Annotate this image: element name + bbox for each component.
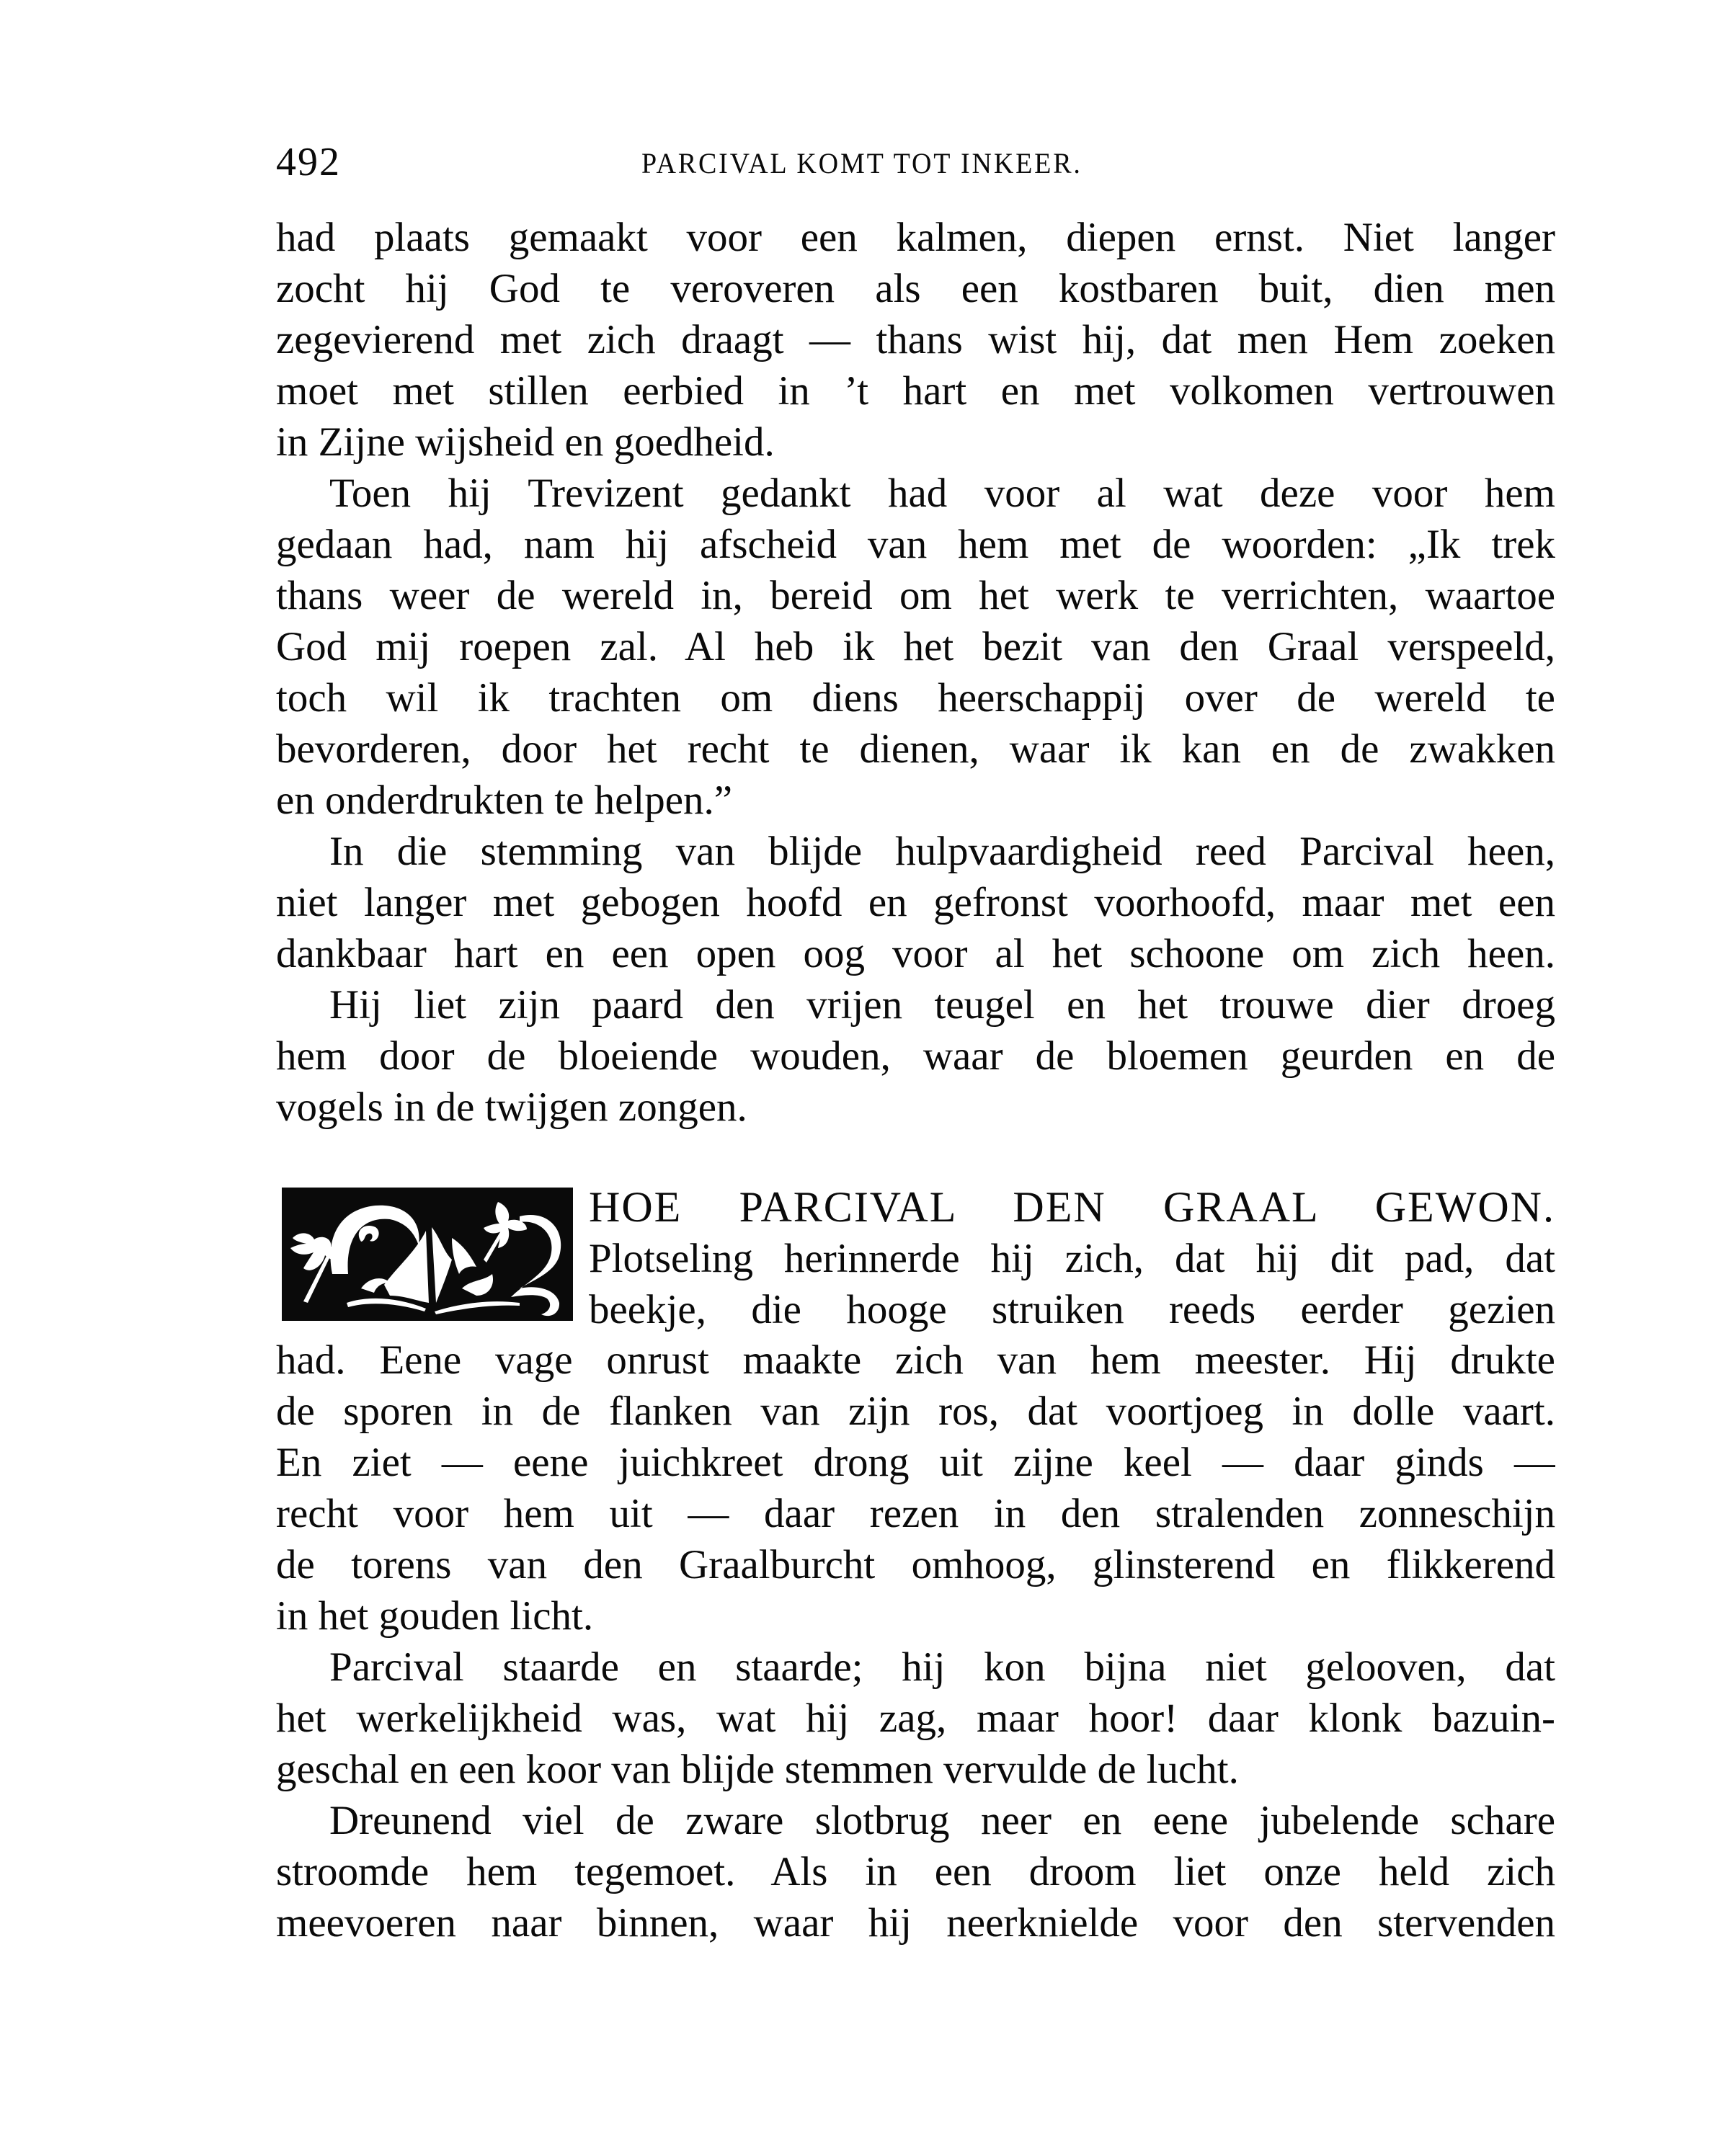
text-line: de sporen in de flanken van zijn ros, dat voortjoeg in dolle vaart. — [276, 1389, 1555, 1434]
text-line: beekje, die hooge struiken reeds eerder gezien — [589, 1287, 1555, 1332]
text-line: hem door de bloeiende wouden, waar de bloemen geurden en de — [276, 1033, 1555, 1079]
text-line: God mij roepen zal. Al heb ik het bezit van den Graal verspeeld, — [276, 624, 1555, 669]
body-text-bottom — [276, 1335, 1555, 1948]
paragraph-start-line: Hij liet zijn paard den vrijen teugel en het trouwe dier droeg — [329, 982, 1555, 1028]
chapter-section-head — [276, 1182, 1555, 1335]
text-line: de torens van den Graalburcht omhoog, glinsterend en flikkerend — [276, 1542, 1555, 1587]
section-title: HOE PARCIVAL DEN GRAAL GEWON. — [589, 1183, 1555, 1231]
paragraph-start-line: Parcival staarde en staarde; hij kon bijna niet gelooven, dat — [329, 1644, 1555, 1690]
text-line: toch wil ik trachten om diens heerschappij over de wereld te — [276, 675, 1555, 721]
text-line: bevorderen, door het recht te dienen, waar ik kan en de zwakken — [276, 726, 1555, 772]
paragraph-start-line: In die stemming van blijde hulpvaardigheid reed Parcival heen, — [329, 829, 1555, 874]
page-number: 492 — [276, 140, 341, 184]
text-line: niet langer met gebogen hoofd en gefronst voorhoofd, maar met een — [276, 880, 1555, 925]
text-line: gedaan had, nam hij afscheid van hem met de woorden: „Ik trek — [276, 522, 1555, 567]
text-line: en onderdrukten te helpen.” — [276, 778, 733, 823]
running-head-title: PARCIVAL KOMT TOT INKEER. — [641, 147, 1082, 179]
text-line: recht voor hem uit — daar rezen in den stralenden zonneschijn — [276, 1491, 1555, 1536]
text-line: moet met stillen eerbied in ’t hart en met volkomen vertrouwen — [276, 368, 1555, 414]
text-line: in het gouden licht. — [276, 1593, 594, 1639]
text-line: in Zijne wijsheid en goedheid. — [276, 419, 775, 465]
text-line: thans weer de wereld in, bereid om het werk te verrichten, waartoe — [276, 573, 1555, 618]
paragraph-start-line: Toen hij Trevizent gedankt had voor al wat deze voor hem — [329, 471, 1555, 516]
floral-ornament-icon — [282, 1188, 573, 1321]
text-line: zegevierend met zich draagt — thans wist hij, dat men Hem zoeken — [276, 317, 1555, 362]
text-line: stroomde hem tegemoet. Als in een droom liet onze held zich — [276, 1849, 1555, 1894]
text-line: vogels in de twijgen zongen. — [276, 1084, 747, 1130]
text-line: En ziet — eene juichkreet drong uit zijne keel — daar ginds — — [276, 1440, 1555, 1485]
text-line: dankbaar hart en een open oog voor al het schoone om zich heen. — [276, 931, 1555, 976]
body-text-top — [276, 212, 1555, 1133]
text-line: zocht hij God te veroveren als een kostbaren buit, dien men — [276, 266, 1555, 311]
text-line: had plaats gemaakt voor een kalmen, diepen ernst. Niet langer — [276, 215, 1555, 260]
paragraph-start-line: Dreunend viel de zware slotbrug neer en eene jubelende schare — [329, 1798, 1555, 1843]
text-line: het werkelijkheid was, wat hij zag, maar hoor! daar klonk bazuin- — [276, 1696, 1555, 1741]
running-head — [276, 137, 1555, 187]
text-line: meevoeren naar binnen, waar hij neerknielde voor den stervenden — [276, 1900, 1555, 1946]
text-line: geschal en een koor van blijde stemmen vervulde de lucht. — [276, 1747, 1239, 1792]
text-line: had. Eene vage onrust maakte zich van hem meester. Hij drukte — [276, 1337, 1555, 1383]
section-heading-block — [589, 1182, 1555, 1335]
text-line: Plotseling herinnerde hij zich, dat hij dit pad, dat — [589, 1236, 1555, 1281]
